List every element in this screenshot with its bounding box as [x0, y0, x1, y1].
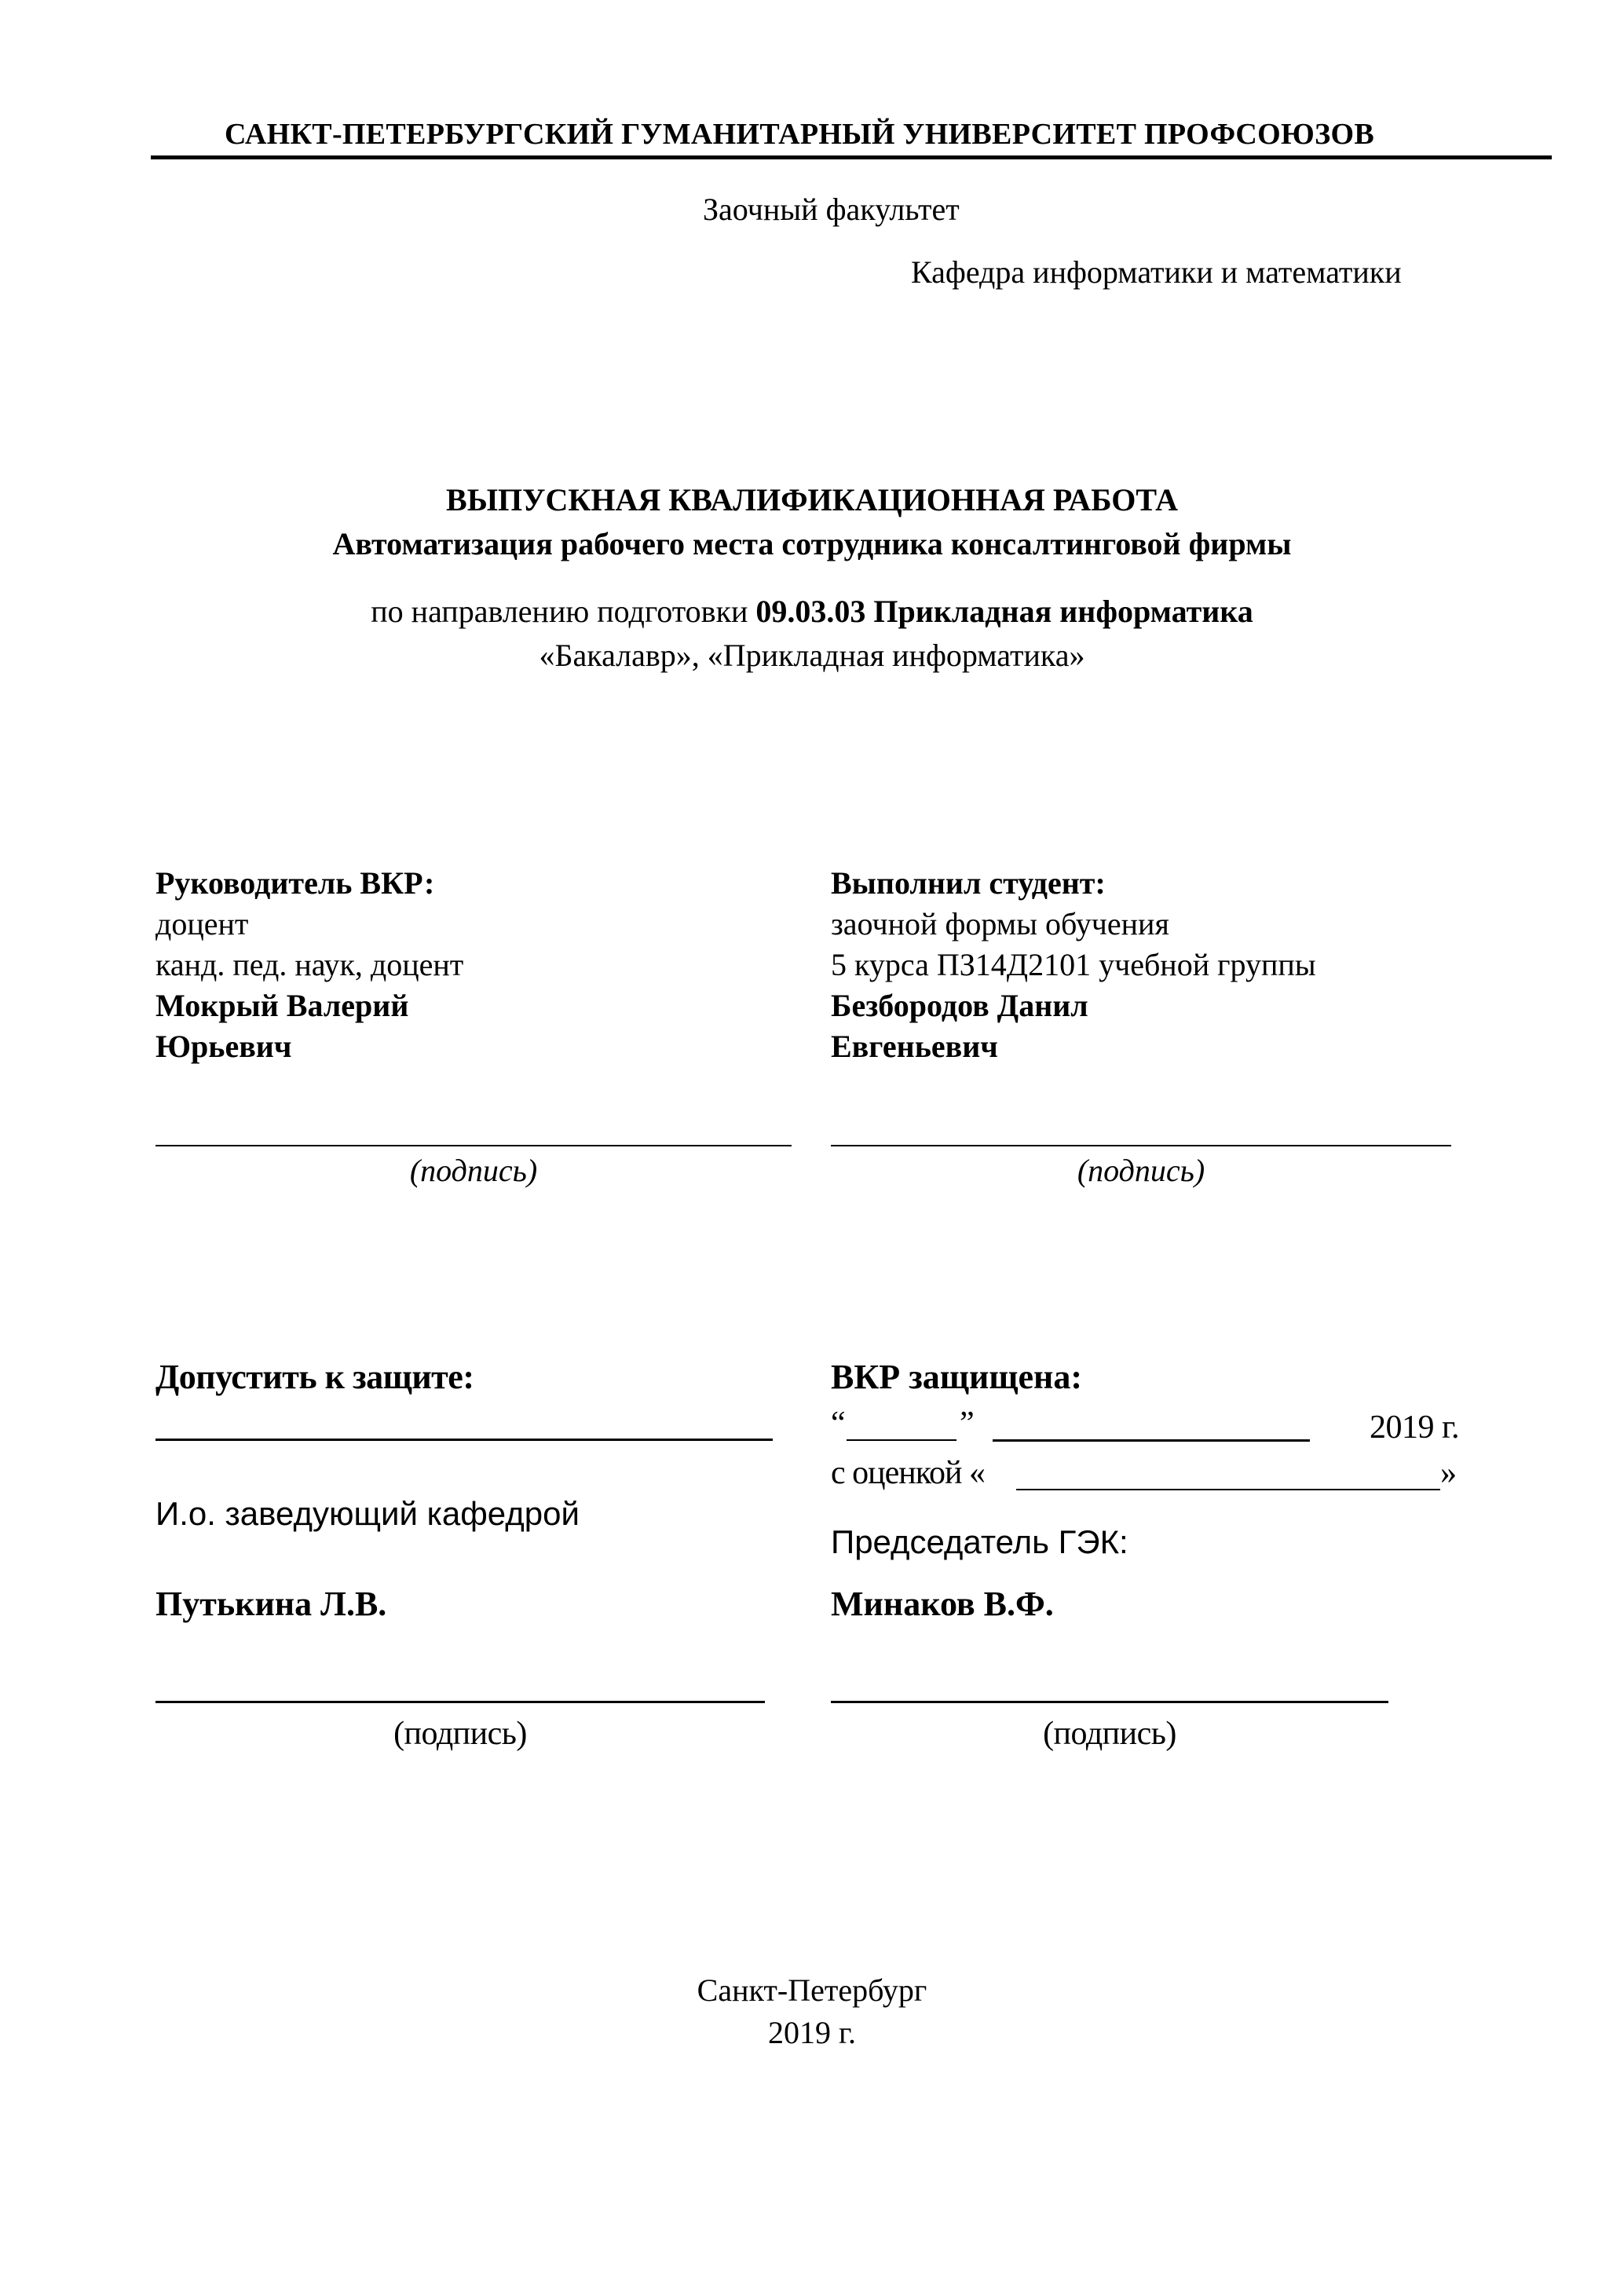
- supervisor-signature-caption: (подпись): [409, 1153, 538, 1188]
- footer-city: Санкт-Петербург: [697, 1972, 927, 2008]
- date-quote-open: “: [831, 1406, 846, 1442]
- work-type-title: ВЫПУСКНАЯ КВАЛИФИКАЦИОННАЯ РАБОТА: [446, 482, 1178, 517]
- gek-signature-line: [831, 1701, 1388, 1703]
- gek-chair-name: Минаков В.Ф.: [831, 1585, 1054, 1623]
- admission-signature-line: [155, 1439, 773, 1441]
- supervisor-signature-line: [155, 1145, 792, 1146]
- study-direction: [0, 590, 1624, 633]
- grade-blank: [1016, 1489, 1440, 1490]
- header-divider: [151, 155, 1552, 159]
- date-quote-close: ”: [960, 1406, 975, 1442]
- work-topic: Автоматизация рабочего места сотрудника консалтинговой фирмы: [332, 526, 1292, 561]
- gek-signature-caption: (подпись): [1043, 1716, 1176, 1752]
- student-heading: Выполнил студент:: [831, 865, 1106, 901]
- student-name-line2: Евгеньевич: [831, 1029, 998, 1064]
- grade-suffix: »: [1440, 1455, 1457, 1491]
- grade-prefix: с оценкой «: [831, 1455, 985, 1491]
- student-signature-line: [831, 1145, 1451, 1146]
- admission-role: И.о. заведующий кафедрой: [155, 1495, 580, 1532]
- supervisor-degree: канд. пед. наук, доцент: [155, 947, 464, 982]
- degree-line: «Бакалавр», «Прикладная информатика»: [539, 638, 1085, 673]
- admission-signature-caption: (подпись): [393, 1716, 527, 1752]
- student-group: 5 курса ПЗ14Д2101 учебной группы: [831, 947, 1316, 982]
- gek-chair-role: Председатель ГЭК:: [831, 1523, 1128, 1560]
- university-name: САНКТ-ПЕТЕРБУРГСКИЙ ГУМАНИТАРНЫЙ УНИВЕРСИТЕТ ПРОФСОЮЗОВ: [225, 118, 1374, 151]
- defense-month-blank: [993, 1439, 1310, 1442]
- student-name-line1: Безбородов Данил: [831, 988, 1088, 1023]
- department-name: Кафедра информатики и математики: [911, 254, 1402, 290]
- faculty-name: Заочный факультет: [703, 192, 960, 227]
- admission-heading: Допустить к защите:: [155, 1358, 474, 1396]
- admission-name-signature-line: [155, 1701, 765, 1703]
- defense-heading: ВКР защищена:: [831, 1358, 1082, 1396]
- supervisor-position: доцент: [155, 906, 249, 941]
- supervisor-name-line1: Мокрый Валерий: [155, 988, 409, 1023]
- supervisor-name-line2: Юрьевич: [155, 1029, 292, 1064]
- defense-year: 2019 г.: [1370, 1409, 1459, 1446]
- student-study-form: заочной формы обучения: [831, 906, 1169, 941]
- defense-date-row: [831, 1402, 845, 1446]
- footer-year: 2019 г.: [768, 2015, 856, 2050]
- student-signature-caption: (подпись): [1077, 1153, 1205, 1188]
- direction-prefix: по направлению подготовки: [371, 594, 756, 629]
- admission-name: Путькина Л.В.: [155, 1585, 387, 1623]
- defense-day-blank: [847, 1439, 956, 1441]
- supervisor-heading: Руководитель ВКР:: [155, 865, 435, 901]
- direction-code: 09.03.03 Прикладная информатика: [755, 594, 1253, 629]
